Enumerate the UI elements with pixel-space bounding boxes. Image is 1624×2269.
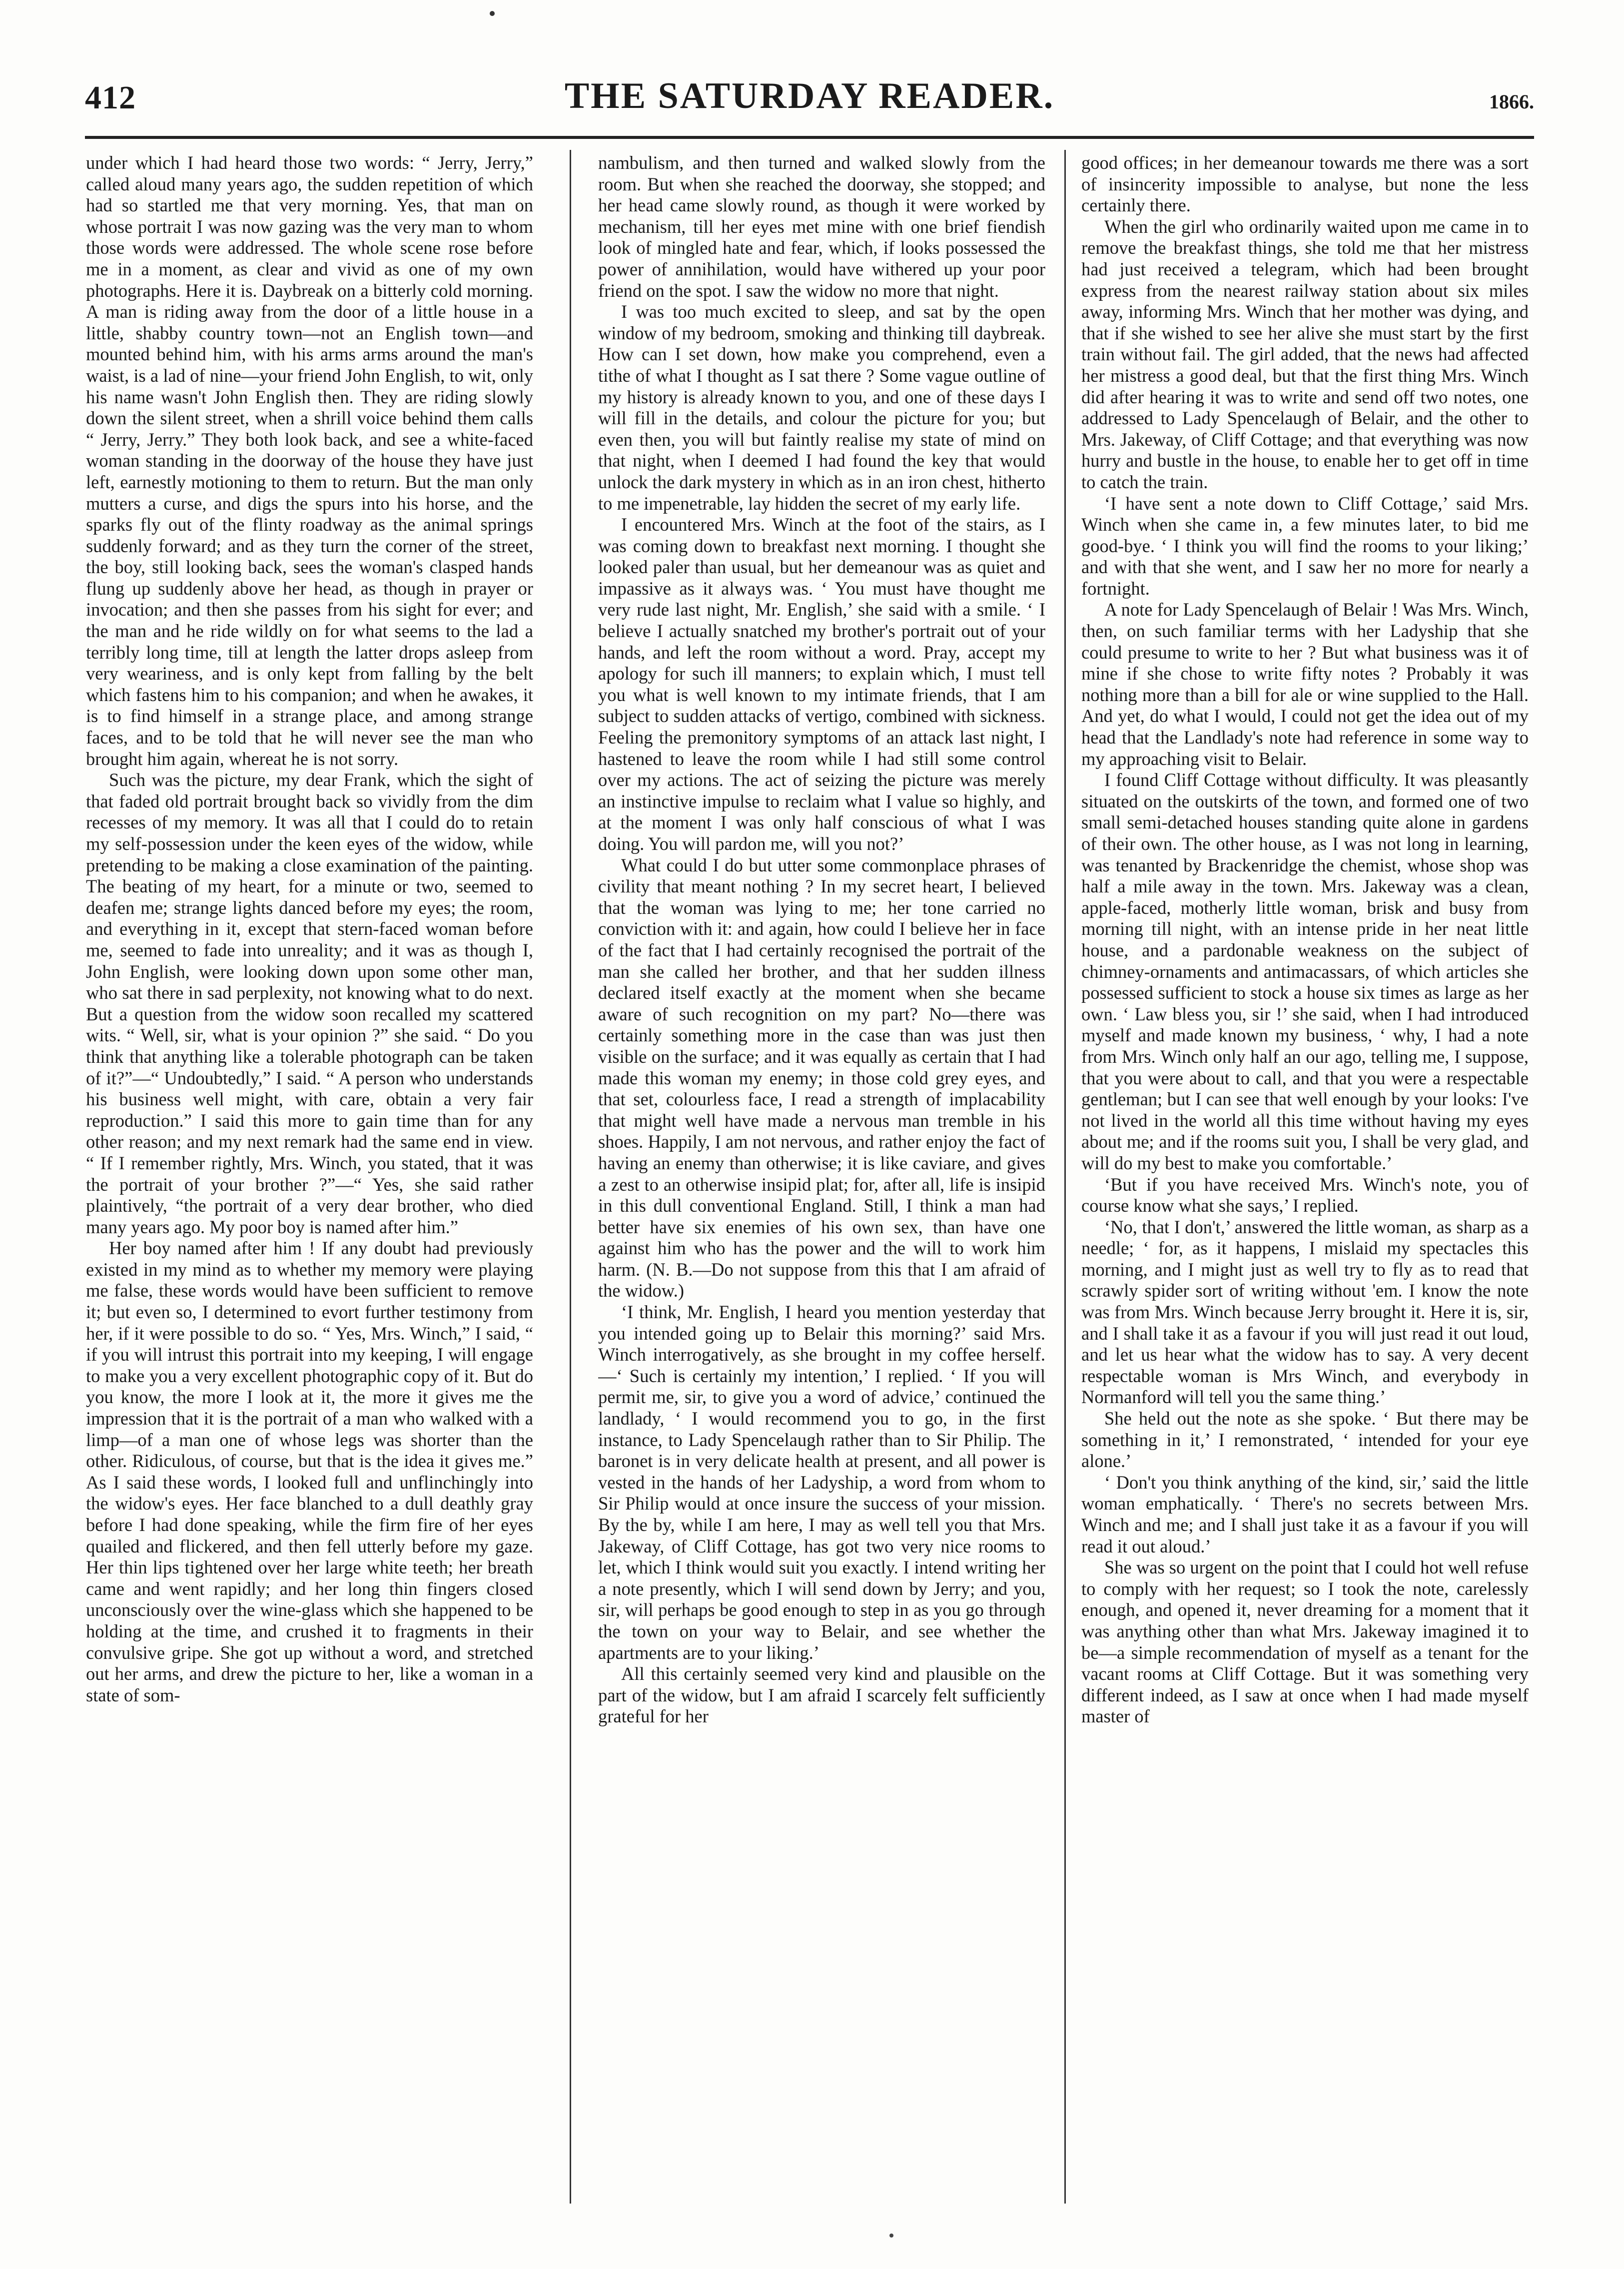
paragraph: ‘No, that I don't,’ answered the little woman, as sharp as a needle; ‘ for, as it happens, I mislaid my spectacles this morning, and I might just as well try to fly as to read that scrawly spider sort of writing without 'em. I know the note was from Mrs. Winch because Jerry brought it. Here it is, sir, and I shall take it as a favour if you will just read it out loud, and let us hear what the widow has to say. A very decent respectable woman is Mrs Winch, and everybody in Normanford will tell you the same thing.’ (1081, 1216, 1529, 1408)
column-divider (570, 150, 571, 2204)
paragraph: ‘I have sent a note down to Cliff Cottage,’ said Mrs. Winch when she came in, a few minutes later, to bid me good-bye. ‘ I think you will find the rooms to your liking;’ and with that she went, and I saw her no more for nearly a fortnight. (1081, 493, 1529, 599)
ink-speck (889, 2234, 893, 2238)
paragraph: I was too much excited to sleep, and sat by the open window of my bedroom, smoking and thinking till daybreak. How can I set down, how make you comprehend, even a tithe of what I thought as I sat there ? Some vague outline of my history is already known to you, and one of these days I will fill in the details, and colour the picture for you; but even then, you will but faintly realise my state of mind on that night, when I deemed I had found the key that would unlock the dark mystery in which as in an iron chest, hitherto to me impenetrable, lay hidden the secret of my early life. (598, 301, 1045, 514)
paragraph: ‘ Don't you think anything of the kind, sir,’ said the little woman emphatically. ‘ There's no secrets between Mrs. Winch and me; and I shall just take it as a favour if you will read it out aloud.’ (1081, 1472, 1529, 1556)
paragraph: She held out the note as she spoke. ‘ But there may be something in it,’ I remonstrated, ‘ intended for your eye alone.’ (1081, 1408, 1529, 1472)
paragraph: What could I do but utter some commonplace phrases of civility that meant nothing ? In my secret heart, I believed that the woman was lying to me; her tone carried no conviction with it: and again, how could I believe her in face of the fact that I had certainly recognised the portrait of the man she called her brother, and that her sudden illness declared itself exactly at the moment when she became aware of such recognition on my part? No—there was certainly something more in the case than was just then visible on the surface; and it was equally as certain that I had made this woman my enemy; in those cold grey eyes, and that set, colourless face, I read a strength of implacability that might well have made a nervous man tremble in his shoes. Happily, I am not nervous, and rather enjoy the fact of having an enemy than otherwise; it is like caviare, and gives a zest to an otherwise insipid plat; for, after all, life is insipid in this dull conventional England. Still, I think a man had better have six enemies of his own sex, than have one against him who has the power and the will to work him harm. (N. B.—Do not suppose from this that I am afraid of the widow.) (598, 854, 1045, 1301)
paragraph: nambulism, and then turned and walked slowly from the room. But when she reached the doorway, she stopped; and her head came slowly round, as though it were worked by mechanism, till her eyes met mine with one brief fiendish look of mingled hate and fear, which, if looks possessed the power of annihilation, would have withered up your poor friend on the spot. I saw the widow no more that night. (598, 152, 1045, 301)
paragraph: Such was the picture, my dear Frank, which the sight of that faded old portrait brought back so vividly from the dim recesses of my memory. It was all that I could do to retain my self-possession under the keen eyes of the widow, while pretending to be making a close examination of the painting. The beating of my heart, for a minute or two, seemed to deafen me; strange lights danced before my eyes; the room, and everything in it, except that stern-faced woman before me, seemed to fade into unreality; and it was as though I, John English, were looking down upon some other man, who sat there in sad perplexity, not knowing what to do next. But a question from the widow soon recalled my scattered wits. “ Well, sir, what is your opinion ?” she said. “ Do you think that anything like a tolerable photograph can be taken of it?”—“ Undoubtedly,” I said. “ A person who understands his business well might, with care, obtain a very fair reproduction.” I said this more to gain time than for any other reason; and my next remark had the same end in view. “ If I remember rightly, Mrs. Winch, you stated, that it was the portrait of your brother ?”—“ Yes, she said rather plaintively, “the portrait of a very dear brother, who died many years ago. My poor boy is named after him.” (86, 769, 533, 1237)
column-divider (1064, 150, 1066, 2204)
masthead-title: THE SATURDAY READER. (564, 75, 1055, 116)
page-number: 412 (85, 79, 136, 116)
paragraph: under which I had heard those two words: “ Jerry, Jerry,” called aloud many years ago, the sudden repetition of which had so startled me that very morning. Yes, that man on whose portrait I was now gazing was the very man to whom those words were addressed. The whole scene rose before me in a moment, as clear and vivid as one of my own photographs. Here it is. Daybreak on a bitterly cold morning. A man is riding away from the door of a little house in a little, shabby country town—not an English town—and mounted behind him, with his arms arms around the man's waist, is a lad of nine—your friend John English, to wit, only his name wasn't John English then. They are riding slowly down the silent street, when a shrill voice behind them calls “ Jerry, Jerry.” They both look back, and see a white-faced woman standing in the doorway of the house they have just left, earnestly motioning to them to return. But the man only mutters a curse, and digs the spurs into his horse, and the sparks fly out of the flinty roadway as the animal springs suddenly forward; and as they turn the corner of the street, the boy, still looking back, sees the woman's clasped hands flung up suddenly above her head, as though in prayer or invocation; and then she passes from his sight for ever; and the man and he ride wildly on for what seems to the lad a terribly long time, till at length the latter drops asleep from very weariness, and is only kept from falling by the belt which fastens him to his companion; and when he awakes, it is to find himself in a strange place, and among strange faces, and to be told that he will never see the man who brought him again, whereat he is not sorry. (86, 152, 533, 769)
paragraph: I encountered Mrs. Winch at the foot of the stairs, as I was coming down to breakfast next morning. I thought she looked paler than usual, but her demeanour was as quiet and impassive as it always was. ‘ You must have thought me very rude last night, Mr. English,’ she said with a smile. ‘ I believe I actually snatched my brother's portrait out of your hands, and left the room without a word. Pray, accept my apology for such ill manners; to explain which, I must tell you what is well known to my intimate friends, that I am subject to sudden attacks of vertigo, combined with sickness. Feeling the premonitory symptoms of an attack last night, I hastened to leave the room while I had still some control over my actions. The act of seizing the picture was merely an instinctive impulse to reclaim what I value so highly, and at the moment I was only half conscious of what I was doing. You will pardon me, will you not?’ (598, 514, 1045, 854)
text-column-2 (598, 152, 1045, 2201)
paragraph: When the girl who ordinarily waited upon me came in to remove the breakfast things, she told me that her mistress had just received a telegram, which had been brought express from the nearest railway station about six miles away, informing Mrs. Winch that her mother was dying, and that if she wished to see her alive she must start by the first train without fail. The girl added, that the news had affected her mistress a good deal, but that the first thing Mrs. Winch did after hearing it was to write and send off two notes, one addressed to Lady Spencelaugh of Belair, and the other to Mrs. Jakeway, of Cliff Cottage; and that everything was now hurry and bustle in the house, to enable her to get off in time to catch the train. (1081, 216, 1529, 492)
paragraph: A note for Lady Spencelaugh of Belair ! Was Mrs. Winch, then, on such familiar terms with her Ladyship that she could presume to write to her ? But what business was it of mine if she chose to write fifty notes ? Probably it was nothing more than a bill for ale or wine supplied to the Hall. And yet, do what I would, I could not get the idea out of my head that the Landlady's note had reference in some way to my approaching visit to Belair. (1081, 599, 1529, 769)
text-column-3 (1081, 152, 1529, 2201)
text-column-1 (86, 152, 533, 2201)
paragraph: All this certainly seemed very kind and plausible on the part of the widow, but I am afraid I scarcely felt sufficiently grateful for her (598, 1663, 1045, 1727)
paragraph: Her boy named after him ! If any doubt had previously existed in my mind as to whether my memory were playing me false, these words would have been sufficient to remove it; but even so, I determined to evort further testimony from her, if it were possible to do so. “ Yes, Mrs. Winch,” I said, “ if you will intrust this portrait into my keeping, I will engage to make you a very excellent photographic copy of it. But do you know, the more I look at it, the more it gives me the impression that it is the portrait of a man who walked with a limp—of a man one of whose legs was shorter than the other. Ridiculous, of course, but that is the idea it gives me.” As I said these words, I looked full and unflinchingly into the widow's eyes. Her face blanched to a dull deathly gray before I had done speaking, while the firm fire of her eyes quailed and flickered, and then fell utterly before my gaze. Her thin lips tightened over her large white teeth; her breath came and went rapidly; and her long thin fingers closed unconsciously over the wine-glass which she happened to be holding at the time, and crushed it to fragments in their convulsive gripe. She got up without a word, and stretched out her arms, and drew the picture to her, like a woman in a state of som- (86, 1238, 533, 1705)
ink-speck (490, 11, 495, 16)
header-rule (85, 136, 1534, 139)
paragraph: She was so urgent on the point that I could hot well refuse to comply with her request; so I took the note, carelessly enough, and opened it, never dreaming for a moment that it was anything other than what Mrs. Jakeway imagined it to be—a simple recommendation of myself as a tenant for the vacant rooms at Cliff Cottage. But it was something very different indeed, as I saw at once when I had made myself master of (1081, 1557, 1529, 1727)
issue-year: 1866. (1489, 90, 1534, 113)
paragraph: ‘But if you have received Mrs. Winch's note, you of course know what she says,’ I replied. (1081, 1174, 1529, 1216)
paragraph: ‘I think, Mr. English, I heard you mention yesterday that you intended going up to Belair this morning?’ said Mrs. Winch interrogatively, as she brought in my coffee herself.—‘ Such is certainly my intention,’ I replied. ‘ If you will permit me, sir, to give you a word of advice,’ continued the landlady, ‘ I would recommend you to go, in the first instance, to Lady Spencelaugh rather than to Sir Philip. The baronet is in very delicate health at present, and all power is vested in the hands of her Ladyship, a word from whom to Sir Philip would at once insure the success of your mission. By the by, while I am here, I may as well tell you that Mrs. Jakeway, of Cliff Cottage, has got two very nice rooms to let, which I think would suit you exactly. I intend writing her a note presently, which I will send down by Jerry; and you, sir, will perhaps be good enough to step in as you go through the town on your way to Belair, and see whether the apartments are to your liking.’ (598, 1302, 1045, 1663)
page-header (85, 75, 1534, 130)
paragraph: good offices; in her demeanour towards me there was a sort of insincerity impossible to analyse, but none the less certainly there. (1081, 152, 1529, 216)
paragraph: I found Cliff Cottage without difficulty. It was pleasantly situated on the outskirts of the town, and formed one of two small semi-detached houses standing quite alone in gardens of their own. The other house, as I was not long in learning, was tenanted by Brackenridge the chemist, whose shop was half a mile away in the town. Mrs. Jakeway was a clean, apple-faced, motherly little woman, brisk and busy from morning till night, with an intense pride in her neat little house, and a pardonable weakness on the subject of chimney-ornaments and antimacassars, of which articles she possessed sufficient to stock a house six times as large as her own. ‘ Law bless you, sir !’ she said, when I had introduced myself and made known my business, ‘ why, I had a note from Mrs. Winch only half an our ago, telling me, I suppose, that you were about to call, and that you were a respectable gentleman; but I can see that well enough by your looks: I've not lived in the world all this time without having my eyes about me; and if the rooms suit you, I shall be very glad, and will do my best to make you comfortable.’ (1081, 769, 1529, 1173)
